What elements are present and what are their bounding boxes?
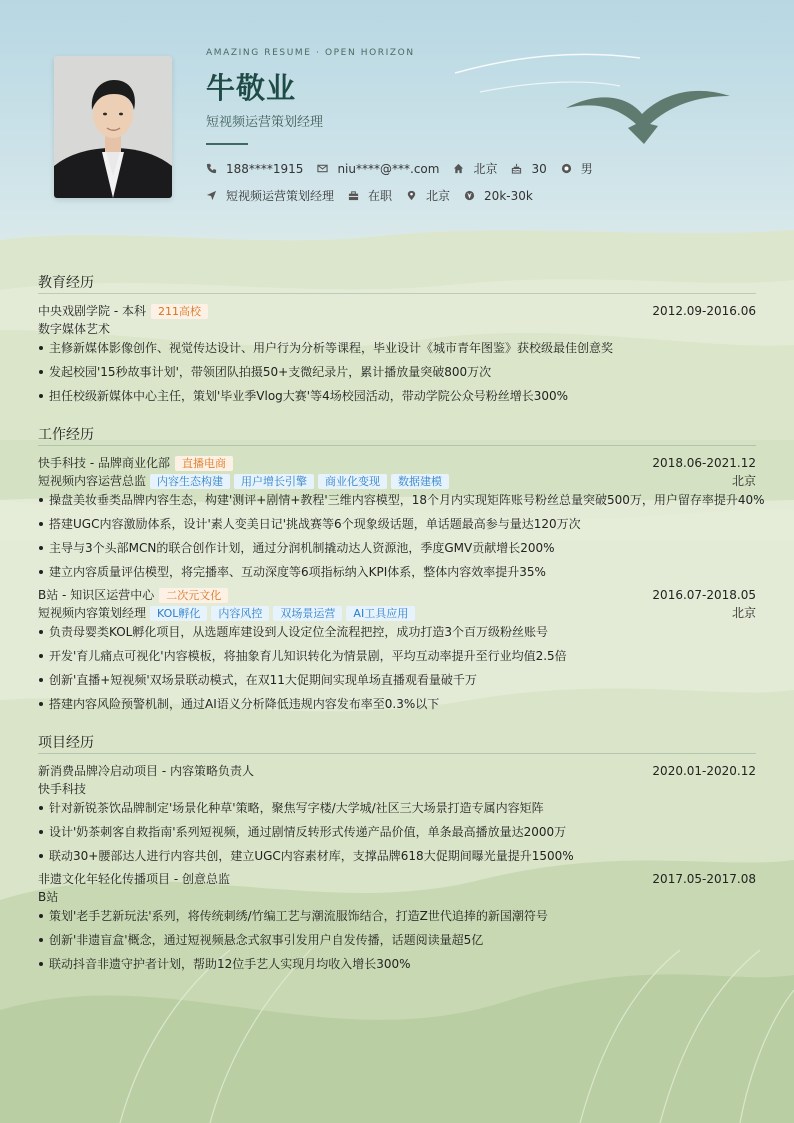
email-item	[317, 162, 439, 176]
mail-icon	[317, 163, 328, 174]
list-item: 联动抖音非遗守护者计划，帮助12位手艺人实现月均收入增长300%	[38, 956, 756, 972]
section-title: 教育经历	[38, 275, 94, 291]
list-item: 主修新媒体影像创作、视觉传达设计、用户行为分析等课程，毕业设计《城市青年图鉴》获校级最佳创意奖	[38, 340, 756, 356]
list-item: 开发'育儿痛点可视化'内容模板，将抽象育儿知识转化为情景剧，平均互动率提升至行业均值2.5倍	[38, 648, 756, 664]
section-divider	[38, 445, 756, 446]
school-name: 中央戏剧学院 - 本科	[38, 304, 146, 318]
company-tag: 二次元文化	[159, 588, 228, 603]
salary-icon	[464, 190, 475, 201]
work-date: 2018.06-2021.12	[652, 456, 756, 470]
project-date: 2017.05-2017.08	[652, 872, 756, 886]
company-tag: 直播电商	[175, 456, 233, 471]
school-tag: 211高校	[151, 304, 208, 319]
city-item	[453, 160, 497, 177]
section-title: 项目经历	[38, 735, 94, 751]
list-item: 搭建UGC内容激励体系，设计'素人变美日记'挑战赛等6个现象级话题，单话题最高参与量达120万次	[38, 516, 756, 532]
list-item: 设计'奶茶刺客自救指南'系列短视频，通过剧情反转形式传递产品价值，单条最高播放量达2000万	[38, 824, 756, 840]
skill-tag: 商业化变现	[318, 474, 387, 489]
role-name: 短视频内容运营总监	[38, 474, 147, 488]
contact-row	[206, 160, 607, 177]
list-item: 操盘美妆垂类品牌内容生态，构建'测评+剧情+教程'三维内容模型，18个月内实现矩阵账号粉丝总量突破500万，用户留存率提升40%	[38, 492, 756, 508]
intent-city-text: 北京	[426, 189, 451, 203]
work-city: 北京	[731, 474, 756, 488]
company-name: B站 - 知识区运营中心	[38, 588, 155, 602]
project-date: 2020.01-2020.12	[652, 764, 756, 778]
salary-text: 20k-30k	[484, 188, 533, 203]
candidate-name: 牛敬业	[206, 71, 297, 105]
salary-item	[464, 189, 533, 203]
job-intent-row	[206, 187, 547, 204]
section-divider	[38, 753, 756, 754]
list-item: 创新'非遗盲盒'概念，通过短视频悬念式叙事引发用户自发传播，话题阅读量超5亿	[38, 932, 756, 948]
work-entry-header	[38, 587, 756, 603]
project-org: B站	[38, 890, 59, 904]
project-org: 快手科技	[38, 782, 87, 796]
list-item: 联动30+腰部达人进行内容共创，建立UGC内容素材库，支撑品牌618大促期间曝光量提升1500%	[38, 848, 756, 864]
intent-position-text: 短视频运营策划经理	[226, 189, 335, 203]
list-item: 主导与3个头部MCN的联合创作计划，通过分润机制撬动达人资源池，季度GMV贡献增长200%	[38, 540, 756, 556]
section-divider	[38, 293, 756, 294]
gender-icon	[561, 163, 572, 174]
project-name: 新消费品牌冷启动项目 - 内容策略负责人	[38, 764, 254, 778]
skill-tag: AI工具应用	[346, 606, 415, 621]
skill-tag: 数据建模	[391, 474, 449, 489]
avatar	[54, 56, 172, 198]
job-title: 短视频运营策划经理	[206, 115, 324, 130]
education-section-header	[38, 273, 756, 293]
briefcase-icon	[348, 190, 359, 201]
project-entry-header	[38, 871, 756, 887]
education-date: 2012.09-2016.06	[652, 304, 756, 318]
work-entry-header	[38, 455, 756, 471]
skill-tag: 用户增长引擎	[234, 474, 314, 489]
title-divider	[206, 143, 248, 145]
eyebrow-text: AMAZING RESUME · OPEN HORIZON	[206, 48, 415, 58]
cake-icon	[511, 163, 522, 174]
skill-tag: KOL孵化	[150, 606, 207, 621]
list-item: 创新'直播+短视频'双场景联动模式，在双11大促期间实现单场直播观看量破千万	[38, 672, 756, 688]
project-name: 非遗文化年轻化传播项目 - 创意总监	[38, 872, 230, 886]
skill-tag: 内容风控	[211, 606, 269, 621]
education-entry	[38, 303, 756, 319]
skill-tag: 内容生态构建	[150, 474, 230, 489]
phone-icon	[206, 163, 217, 174]
intent-city-item	[406, 187, 450, 204]
location-pin-icon	[406, 190, 417, 201]
list-item: 建立内容质量评估模型，将完播率、互动深度等6项指标纳入KPI体系，整体内容效率提升35%	[38, 564, 756, 580]
section-title: 工作经历	[38, 427, 94, 443]
list-item: 负责母婴类KOL孵化项目，从选题库建设到人设定位全流程把控，成功打造3个百万级粉丝账号	[38, 624, 756, 640]
send-icon	[206, 190, 217, 201]
phone-text: 188****1915	[226, 161, 304, 176]
role-name: 短视频内容策划经理	[38, 606, 147, 620]
project-entry-header	[38, 763, 756, 779]
skill-tag: 双场景运营	[273, 606, 342, 621]
city-text: 北京	[473, 162, 498, 176]
list-item: 发起校园'15秒故事计划'，带领团队拍摄50+支微纪录片，累计播放量突破800万次	[38, 364, 756, 380]
work-role-row	[38, 473, 756, 489]
major-name: 数字媒体艺术	[38, 322, 111, 336]
list-item: 搭建内容风险预警机制，通过AI语义分析降低违规内容发布率至0.3%以下	[38, 696, 756, 712]
email-text: niu****@***.com	[337, 161, 440, 176]
status-item	[348, 187, 392, 204]
age-text: 30	[531, 161, 547, 176]
age-item	[511, 162, 546, 176]
intent-position-item	[206, 187, 334, 204]
gender-item	[561, 160, 593, 177]
gender-text: 男	[580, 162, 593, 176]
status-text: 在职	[368, 189, 393, 203]
phone-item	[206, 162, 303, 176]
list-item: 针对新锐茶饮品牌制定'场景化种草'策略，聚焦写字楼/大学城/社区三大场景打造专属内容矩阵	[38, 800, 756, 816]
work-city: 北京	[731, 606, 756, 620]
list-item: 担任校级新媒体中心主任，策划'毕业季Vlog大赛'等4场校园活动，带动学院公众号粉丝增长300%	[38, 388, 756, 404]
work-section-header	[38, 425, 756, 445]
projects-section-header	[38, 733, 756, 753]
list-item: 策划'老手艺新玩法'系列，将传统刺绣/竹编工艺与潮流服饰结合，打造Z世代追捧的新国潮符号	[38, 908, 756, 924]
home-icon	[453, 163, 464, 174]
work-role-row	[38, 605, 756, 621]
company-name: 快手科技 - 品牌商业化部	[38, 456, 170, 470]
work-date: 2016.07-2018.05	[652, 588, 756, 602]
